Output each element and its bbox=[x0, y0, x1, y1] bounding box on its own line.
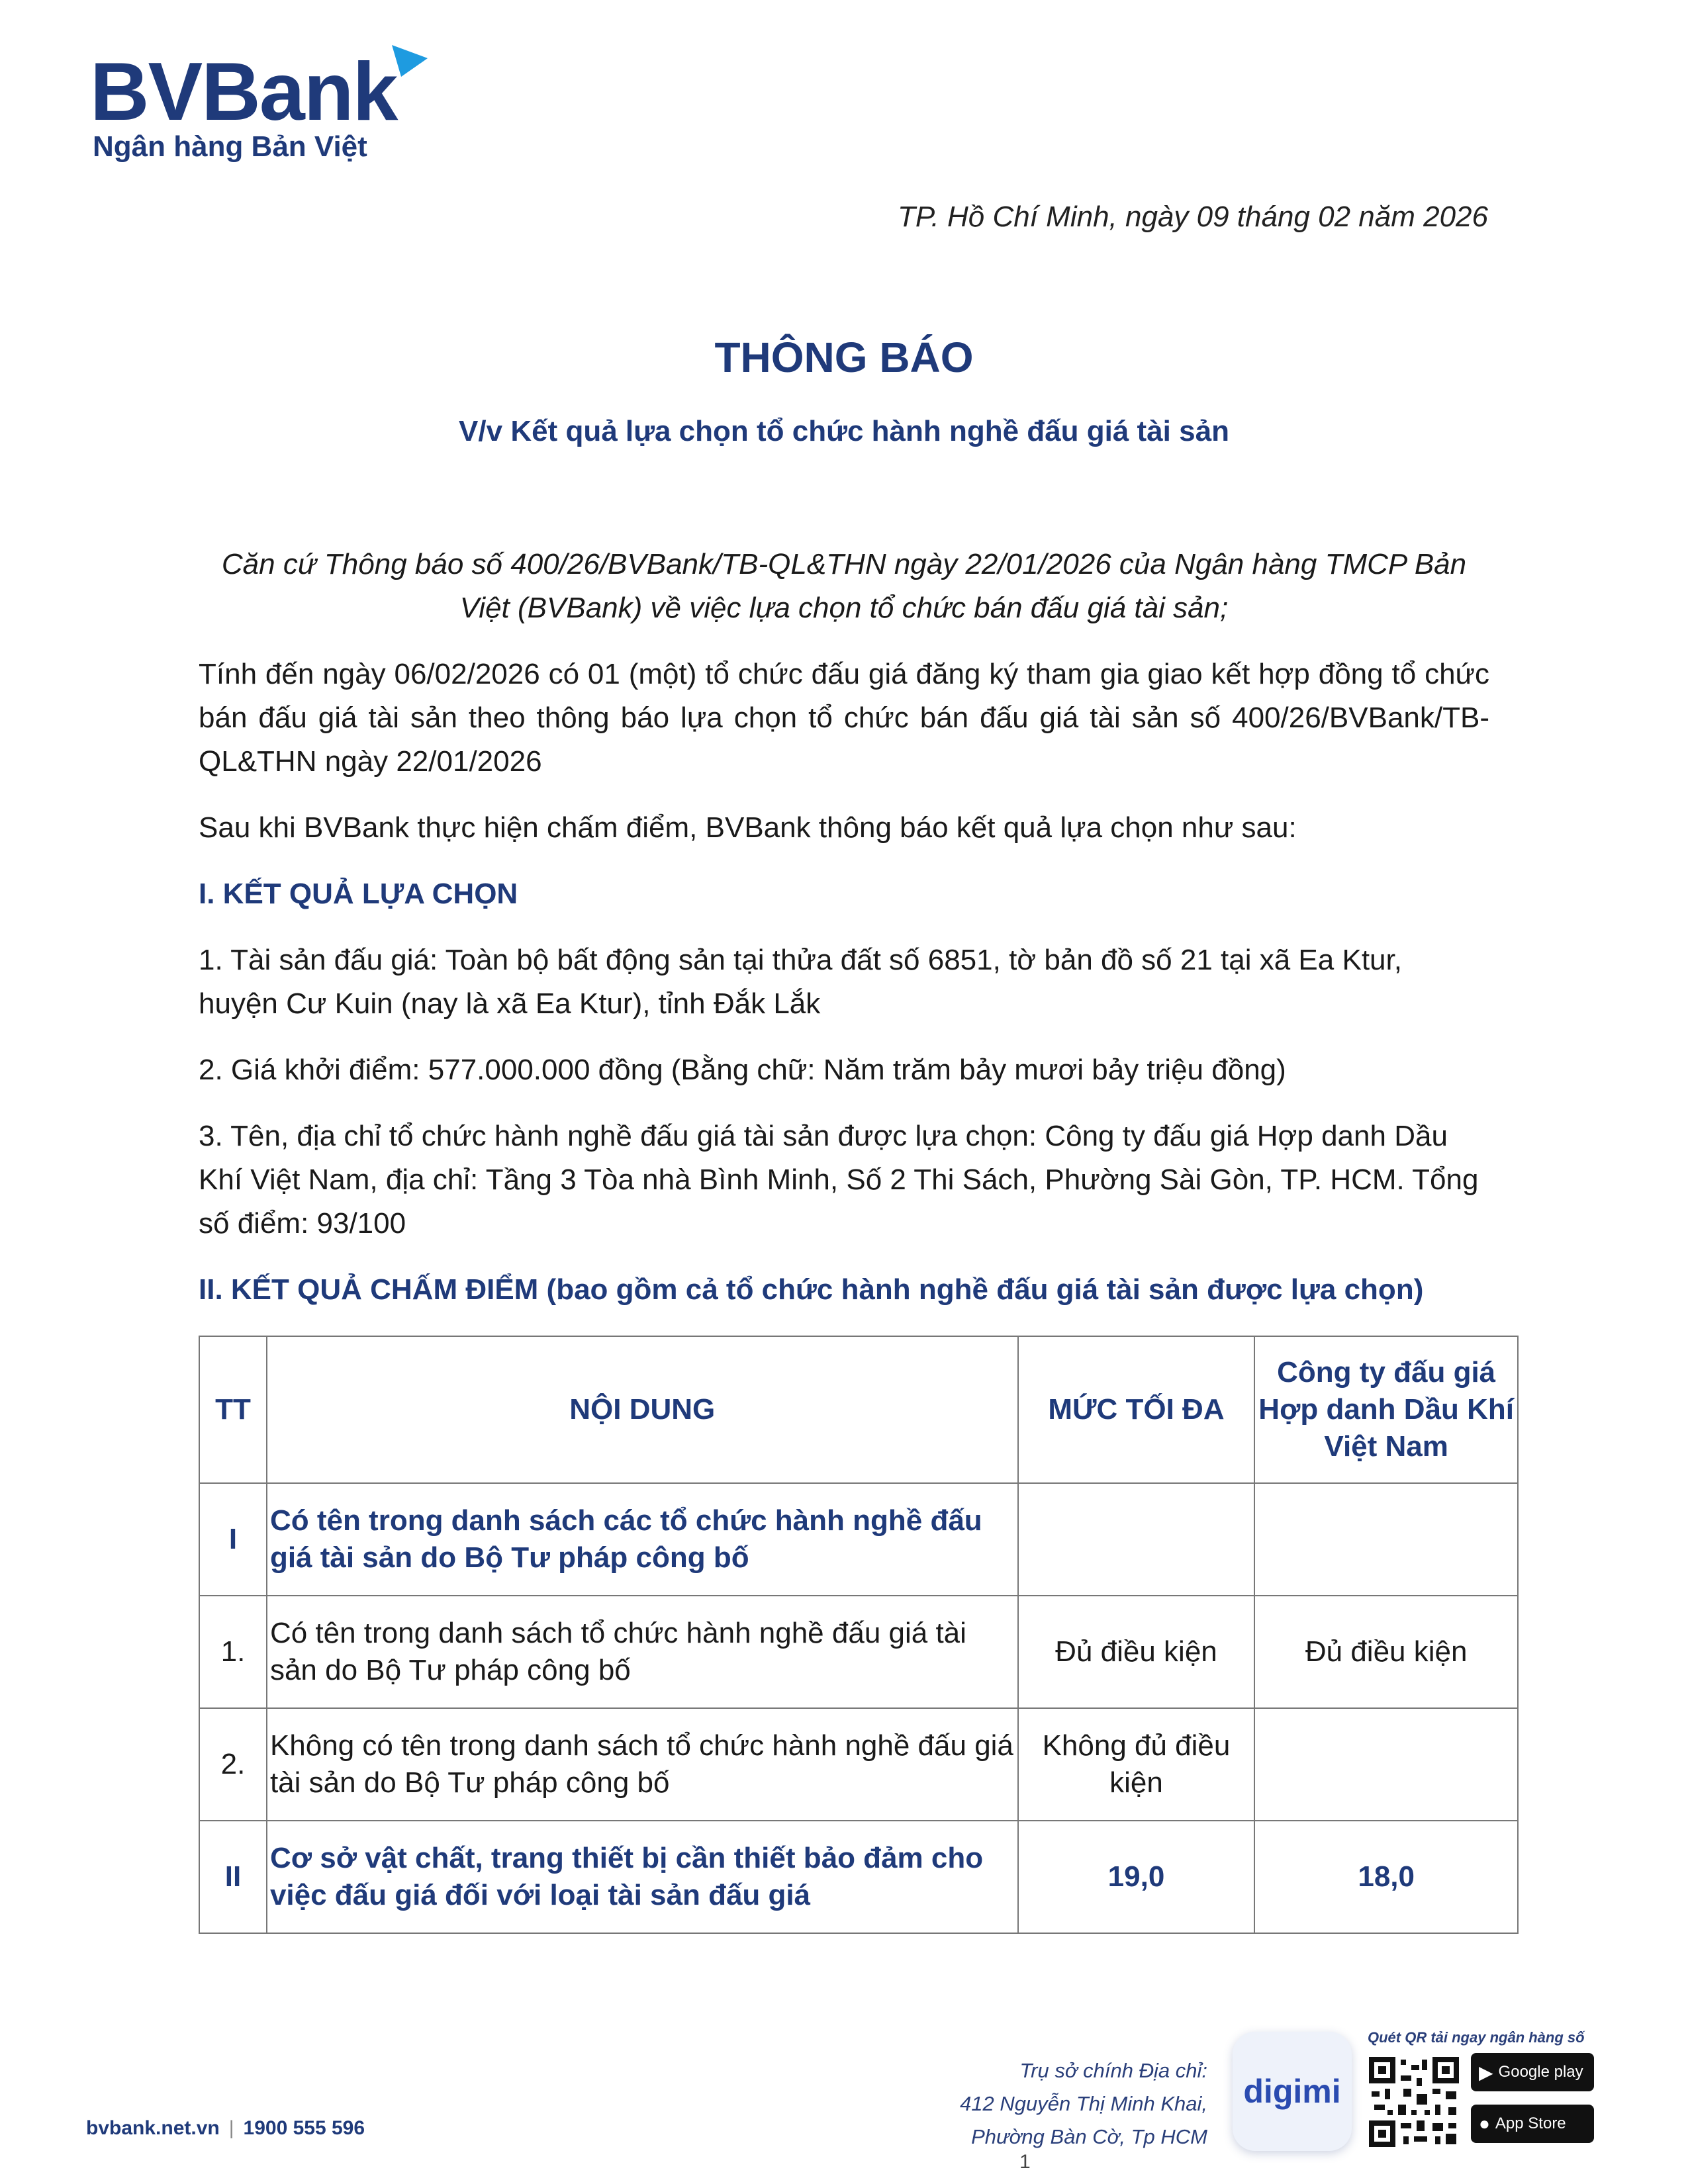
logo-arrow-icon bbox=[389, 44, 429, 78]
basis-paragraph: Căn cứ Thông báo số 400/26/BVBank/TB-QL&THN ngày 22/01/2026 của Ngân hàng TMCP Bản Việt (BVBank) về việc lựa chọn tổ chức bán đấu giá tài sản; bbox=[221, 548, 1467, 624]
app-store-label: App Store bbox=[1495, 2115, 1566, 2132]
footer-hq-label: Trụ sở chính Địa chỉ: bbox=[1019, 2059, 1207, 2082]
count-paragraph: Tính đến ngày 06/02/2026 có 01 (một) tổ chức đấu giá đăng ký tham gia giao kết hợp đồng tổ chức bán đấu giá tài sản theo thông báo lựa chọn tổ chức bán đấu giá tài sản số 400/26/BVBank/TB-QL&THN ngày 22/01/2026 bbox=[199, 658, 1489, 778]
section-heading-results: I. KẾT QUẢ LỰA CHỌN bbox=[199, 878, 518, 910]
qr-code-icon[interactable] bbox=[1369, 2057, 1459, 2147]
footer-hq-line2: Phường Bàn Cờ, Tp HCM bbox=[971, 2125, 1207, 2148]
apple-icon: ● bbox=[1479, 2113, 1490, 2134]
cell-tt: 2. bbox=[199, 1708, 267, 1821]
cell-tt: II bbox=[199, 1821, 267, 1933]
cell-content: Có tên trong danh sách các tổ chức hành nghề đấu giá tài sản do Bộ Tư pháp công bố bbox=[267, 1483, 1018, 1596]
after-paragraph: Sau khi BVBank thực hiện chấm điểm, BVBank thông báo kết quả lựa chọn như sau: bbox=[199, 811, 1297, 844]
table-row bbox=[199, 1596, 1518, 1708]
logo-tagline: Ngân hàng Bản Việt bbox=[93, 130, 367, 163]
cell-company bbox=[1254, 1483, 1518, 1596]
footer-website-link[interactable]: bvbank.net.vn bbox=[86, 2117, 220, 2139]
cell-company: 18,0 bbox=[1254, 1821, 1518, 1933]
cell-content: Không có tên trong danh sách tổ chức hành nghề đấu giá tài sản do Bộ Tư pháp công bố bbox=[267, 1708, 1018, 1821]
cell-max bbox=[1018, 1483, 1255, 1596]
cell-content: Cơ sở vật chất, trang thiết bị cần thiết bảo đảm cho việc đấu giá đối với loại tài sản đấu giá bbox=[267, 1821, 1018, 1933]
qr-caption: Quét QR tải ngay ngân hàng số bbox=[1368, 2029, 1585, 2046]
cell-max: Đủ điều kiện bbox=[1018, 1596, 1255, 1708]
document-date: TP. Hồ Chí Minh, ngày 09 tháng 02 năm 2026 bbox=[898, 201, 1488, 233]
table-row bbox=[199, 1821, 1518, 1933]
cell-max: 19,0 bbox=[1018, 1821, 1255, 1933]
play-store-icon: ▶ bbox=[1479, 2062, 1493, 2083]
footer-address bbox=[810, 2054, 1207, 2154]
table-header-row bbox=[199, 1336, 1518, 1483]
cell-content: Có tên trong danh sách tổ chức hành nghề đấu giá tài sản do Bộ Tư pháp công bố bbox=[267, 1596, 1018, 1708]
footer-separator: | bbox=[228, 2117, 234, 2139]
table-row bbox=[199, 1483, 1518, 1596]
document-title: THÔNG BÁO bbox=[714, 334, 974, 381]
logo-wordmark: BVBank bbox=[90, 46, 397, 138]
result-item-price: 2. Giá khởi điểm: 577.000.000 đồng (Bằng chữ: Năm trăm bảy mươi bảy triệu đồng) bbox=[199, 1054, 1286, 1086]
section-heading-scoring: II. KẾT QUẢ CHẤM ĐIỂM (bao gồm cả tổ chức hành nghề đấu giá tài sản được lựa chọn) bbox=[199, 1273, 1424, 1306]
cell-company bbox=[1254, 1708, 1518, 1821]
cell-company: Đủ điều kiện bbox=[1254, 1596, 1518, 1708]
footer-contact bbox=[86, 2115, 365, 2142]
cell-max: Không đủ điều kiện bbox=[1018, 1708, 1255, 1821]
app-store-button[interactable] bbox=[1471, 2105, 1594, 2143]
cell-tt: I bbox=[199, 1483, 267, 1596]
table-row bbox=[199, 1708, 1518, 1821]
footer-hotline[interactable]: 1900 555 596 bbox=[243, 2117, 365, 2139]
header-content: NỘI DUNG bbox=[267, 1336, 1018, 1483]
cell-tt: 1. bbox=[199, 1596, 267, 1708]
header-company: Công ty đấu giá Hợp danh Dầu Khí Việt Nam bbox=[1254, 1336, 1518, 1483]
google-play-label: Google play bbox=[1498, 2063, 1583, 2081]
digimi-label: digimi bbox=[1243, 2073, 1341, 2110]
page-number: 1 bbox=[1019, 2151, 1031, 2173]
bvbank-logo bbox=[90, 42, 461, 168]
result-item-organization: 3. Tên, địa chỉ tổ chức hành nghề đấu giá tài sản được lựa chọn: Công ty đấu giá Hợp danh Dầu Khí Việt Nam, địa chỉ: Tầng 3 Tòa nhà Bình Minh, Số 2 Thi Sách, Phường Sài Gòn, TP. HCM. Tổng số điểm: 93/100 bbox=[199, 1120, 1479, 1240]
scoring-table bbox=[199, 1336, 1519, 1934]
footer-hq-line1: 412 Nguyễn Thị Minh Khai, bbox=[960, 2092, 1207, 2115]
google-play-button[interactable] bbox=[1471, 2053, 1594, 2091]
header-max: MỨC TỐI ĐA bbox=[1018, 1336, 1255, 1483]
header-tt: TT bbox=[199, 1336, 267, 1483]
document-body bbox=[199, 543, 1489, 1334]
result-item-asset: 1. Tài sản đấu giá: Toàn bộ bất động sản tại thửa đất số 6851, tờ bản đồ số 21 tại xã Ea Ktur, huyện Cư Kuin (nay là xã Ea Ktur), tỉnh Đắk Lắk bbox=[199, 944, 1402, 1020]
document-subtitle: V/v Kết quả lựa chọn tổ chức hành nghề đấu giá tài sản bbox=[459, 415, 1229, 447]
digimi-app-icon[interactable] bbox=[1233, 2032, 1352, 2151]
